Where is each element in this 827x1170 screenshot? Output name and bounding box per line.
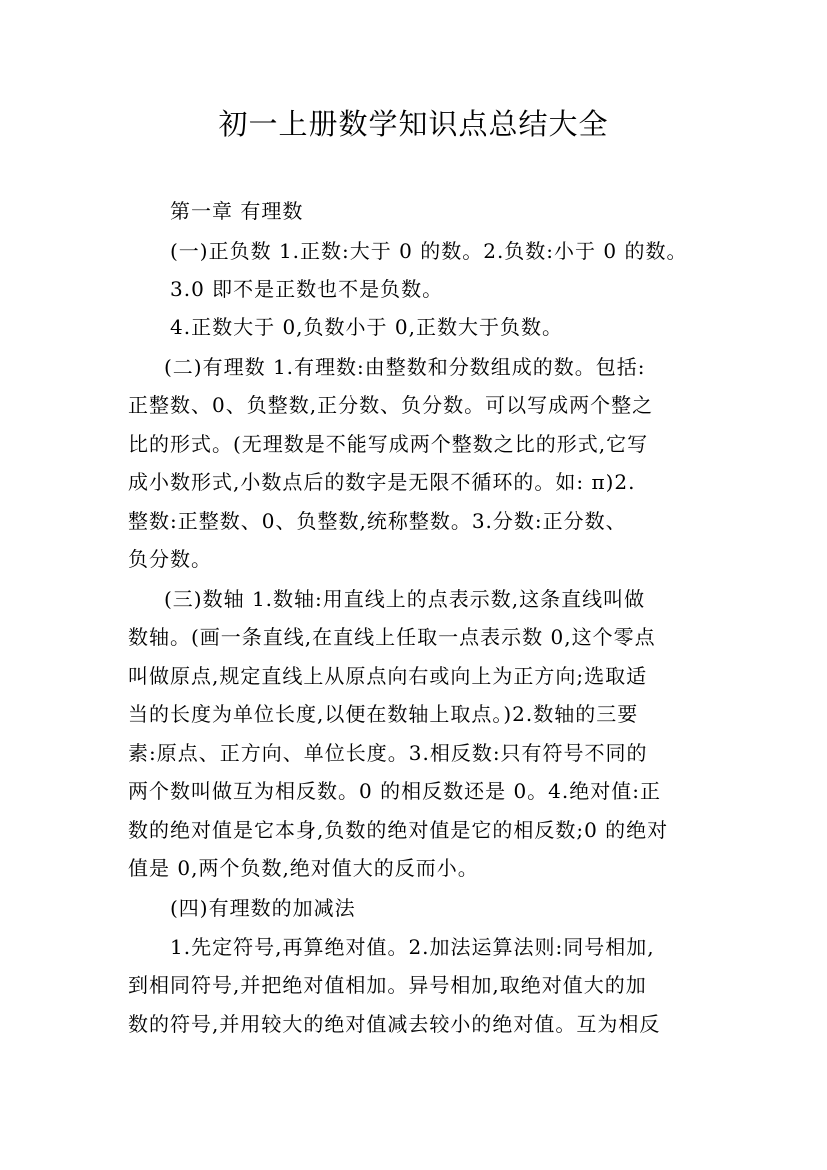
paragraph-line: 到相同符号,并把绝对值相加。异号相加,取绝对值大的加 bbox=[128, 973, 647, 997]
paragraph-line: 数的绝对值是它本身,负数的绝对值是它的相反数;0 的绝对 bbox=[128, 818, 669, 842]
chapter-heading: 第一章 有理数 bbox=[170, 199, 304, 223]
paragraph-line: 两个数叫做互为相反数。0 的相反数还是 0。4.绝对值:正 bbox=[128, 779, 661, 803]
paragraph-line: 数轴。(画一条直线,在直线上任取一点表示数 0,这个零点 bbox=[128, 625, 656, 649]
paragraph-line: (三)数轴 1.数轴:用直线上的点表示数,这条直线叫做 bbox=[164, 587, 646, 611]
paragraph-line: 4.正数大于 0,负数小于 0,正数大于负数。 bbox=[170, 315, 563, 339]
paragraph-line: 值是 0,两个负数,绝对值大的反而小。 bbox=[128, 856, 479, 880]
paragraph-line: 3.0 即不是正数也不是负数。 bbox=[170, 277, 444, 301]
paragraph-line: 素:原点、正方向、单位长度。3.相反数:只有符号不同的 bbox=[128, 741, 648, 765]
paragraph-line: 整数:正整数、0、负整数,统称整数。3.分数:正分数、 bbox=[128, 509, 627, 533]
document-title: 初一上册数学知识点总结大全 bbox=[218, 107, 609, 141]
paragraph-line: 成小数形式,小数点后的数字是无限不循环的。如: π)2. bbox=[128, 470, 636, 494]
paragraph-line: (一)正负数 1.正数:大于 0 的数。2.负数:小于 0 的数。 bbox=[170, 239, 688, 263]
paragraph-line: 叫做原点,规定直线上从原点向右或向上为正方向;选取适 bbox=[128, 664, 648, 688]
paragraph-line: (二)有理数 1.有理数:由整数和分数组成的数。包括: bbox=[164, 355, 646, 379]
paragraph-line: 数的符号,并用较大的绝对值减去较小的绝对值。互为相反 bbox=[128, 1012, 661, 1036]
paragraph-line: 正整数、0、负整数,正分数、负分数。可以写成两个整之 bbox=[128, 393, 654, 417]
section-heading: (四)有理数的加减法 bbox=[170, 896, 356, 920]
paragraph-line: 负分数。 bbox=[128, 547, 212, 571]
paragraph-line: 1.先定符号,再算绝对值。2.加法运算法则:同号相加, bbox=[170, 935, 655, 959]
paragraph-line: 当的长度为单位长度,以便在数轴上取点。)2.数轴的三要 bbox=[128, 702, 639, 726]
paragraph-line: 比的形式。(无理数是不能写成两个整数之比的形式,它写 bbox=[128, 432, 649, 456]
